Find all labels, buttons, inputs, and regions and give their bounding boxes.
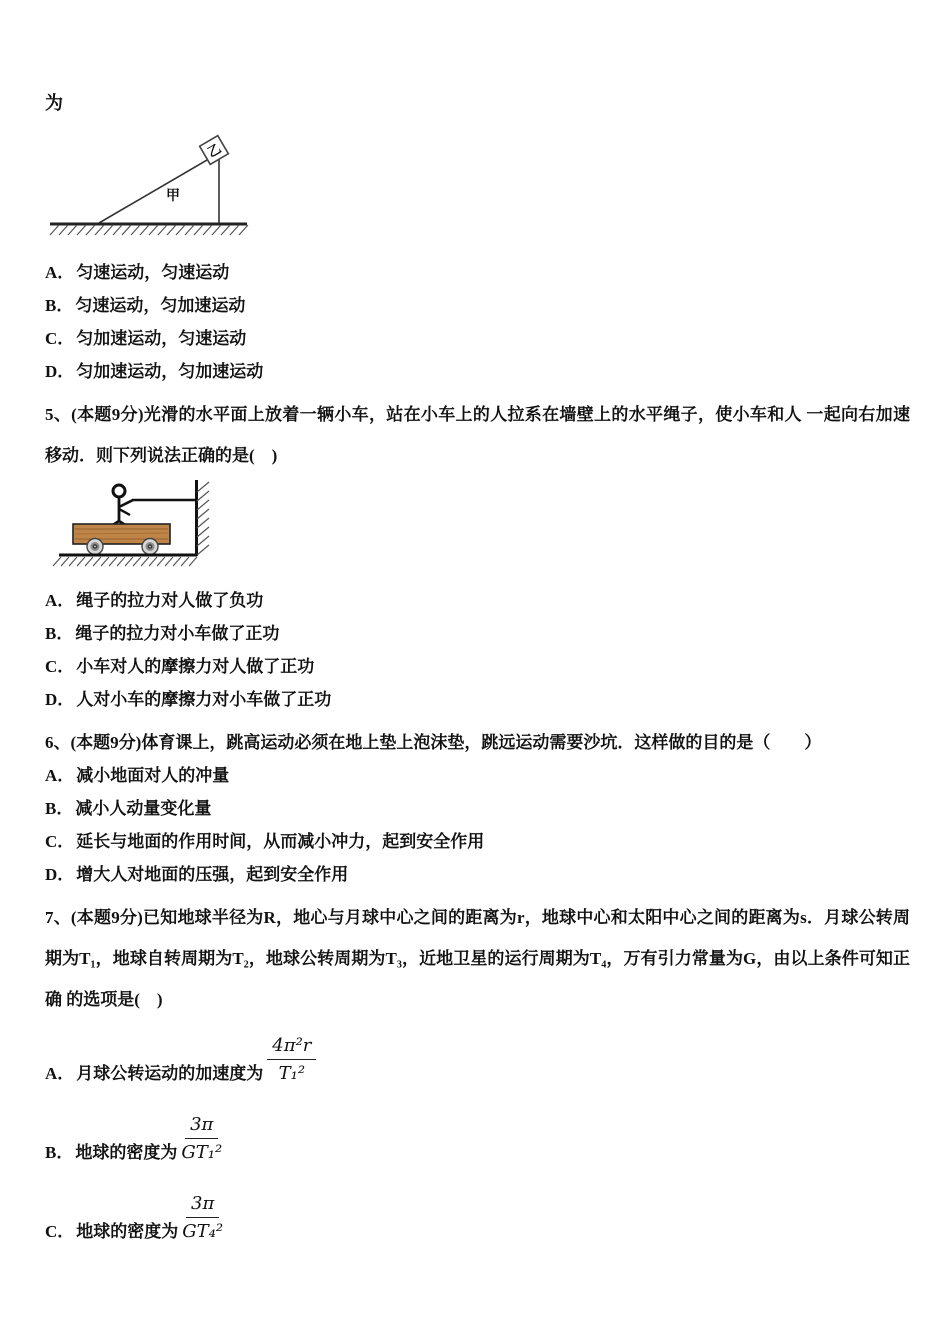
option-letter: A． — [45, 1064, 75, 1083]
q5-option-b — [45, 623, 910, 644]
q5-option-a — [45, 590, 910, 611]
option-letter: B． — [45, 624, 74, 643]
fraction-numerator: 3π — [185, 1113, 218, 1139]
incline-label: 甲 — [166, 189, 180, 204]
q4-options — [45, 262, 910, 382]
q5-option-d — [45, 689, 910, 710]
q7-option-c — [45, 1192, 910, 1243]
q7-stem: 7、(本题9分)已知地球半径为R，地心与月球中心之间的距离为r，地球中心和太阳中心之间的距离为s．月球公转周期为T₁，地球自转周期为T₂，地球公转周期为T₃，近地卫星的运行周期为T₄，万有引力常量为G，由以上条件可知正确 的选项是( ) — [45, 908, 910, 1009]
fraction-denominator: GT₄² — [182, 1221, 224, 1242]
option-letter: D． — [45, 865, 75, 884]
option-text: 人对小车的摩擦力对小车做了正功 — [76, 690, 332, 709]
q5-option-c — [45, 656, 910, 677]
option-text: 增大人对地面的压强，起到安全作用 — [76, 865, 349, 884]
ground-hatching — [50, 225, 248, 235]
option-letter: B． — [45, 296, 74, 315]
option-letter: A． — [45, 263, 75, 282]
option-text: 月球公转运动的加速度为 — [76, 1064, 264, 1083]
option-letter: D． — [45, 690, 75, 709]
fraction — [267, 1034, 316, 1085]
option-text: 匀加速运动，匀加速运动 — [76, 362, 264, 381]
option-letter: C． — [45, 329, 75, 348]
fraction — [182, 1192, 223, 1243]
option-letter: C． — [45, 1222, 75, 1241]
q4-option-c — [45, 328, 910, 349]
option-letter: B． — [45, 1143, 74, 1162]
cart-wheel-left — [87, 539, 103, 555]
fraction-numerator: 4π²r — [267, 1034, 316, 1060]
option-letter: C． — [45, 657, 75, 676]
q6-option-d — [45, 864, 910, 885]
option-text: 匀加速运动，匀速运动 — [76, 329, 247, 348]
cart-diagram — [45, 478, 223, 580]
option-text: 减小地面对人的冲量 — [76, 766, 230, 785]
option-letter: D． — [45, 362, 75, 381]
q5-options — [45, 590, 910, 710]
fraction-denominator: GT₁² — [181, 1142, 223, 1163]
q6-option-c — [45, 831, 910, 852]
fraction-numerator: 3π — [186, 1192, 219, 1218]
option-text: 绳子的拉力对人做了负功 — [76, 591, 264, 610]
q4-option-d — [45, 361, 910, 382]
option-text: 延长与地面的作用时间，从而减小冲力，起到安全作用 — [76, 832, 485, 851]
fraction — [181, 1113, 222, 1164]
option-text: 地球的密度为 — [75, 1143, 178, 1162]
q7-option-a — [45, 1034, 910, 1085]
incline-diagram — [47, 132, 259, 246]
block-label: 乙 — [204, 140, 224, 161]
q6-option-a — [45, 765, 910, 786]
option-letter: C． — [45, 832, 75, 851]
option-letter: B． — [45, 799, 74, 818]
ground-hatching — [53, 557, 197, 566]
option-letter: A． — [45, 591, 75, 610]
option-text: 减小人动量变化量 — [75, 799, 212, 818]
q6-option-b — [45, 798, 910, 819]
incline-triangle — [99, 153, 219, 223]
option-text: 绳子的拉力对小车做了正功 — [75, 624, 280, 643]
person-figure — [111, 485, 133, 526]
option-text: 匀速运动，匀加速运动 — [75, 296, 246, 315]
wall-hatching — [197, 482, 209, 555]
option-text: 小车对人的摩擦力对人做了正功 — [76, 657, 315, 676]
intro-text: 为 — [45, 93, 63, 113]
q5-stem: 5、(本题9分)光滑的水平面上放着一辆小车，站在小车上的人拉系在墙壁上的水平绳子，使小车和人 一起向右加速移动．则下列说法正确的是( ) — [45, 405, 910, 465]
cart-wheel-right — [142, 539, 158, 555]
q6-options — [45, 765, 910, 885]
option-text: 地球的密度为 — [76, 1222, 179, 1241]
fraction-denominator: T₁² — [278, 1063, 306, 1084]
q4-option-b — [45, 295, 910, 316]
q7-option-b — [45, 1113, 910, 1164]
block-on-incline — [200, 136, 229, 165]
q6-stem: 6、(本题9分)体育课上，跳高运动必须在地上垫上泡沫垫，跳远运动需要沙坑．这样做的目的是（ ） — [45, 733, 822, 752]
option-text: 匀速运动，匀速运动 — [76, 263, 230, 282]
q4-option-a — [45, 262, 910, 283]
option-letter: A． — [45, 766, 75, 785]
